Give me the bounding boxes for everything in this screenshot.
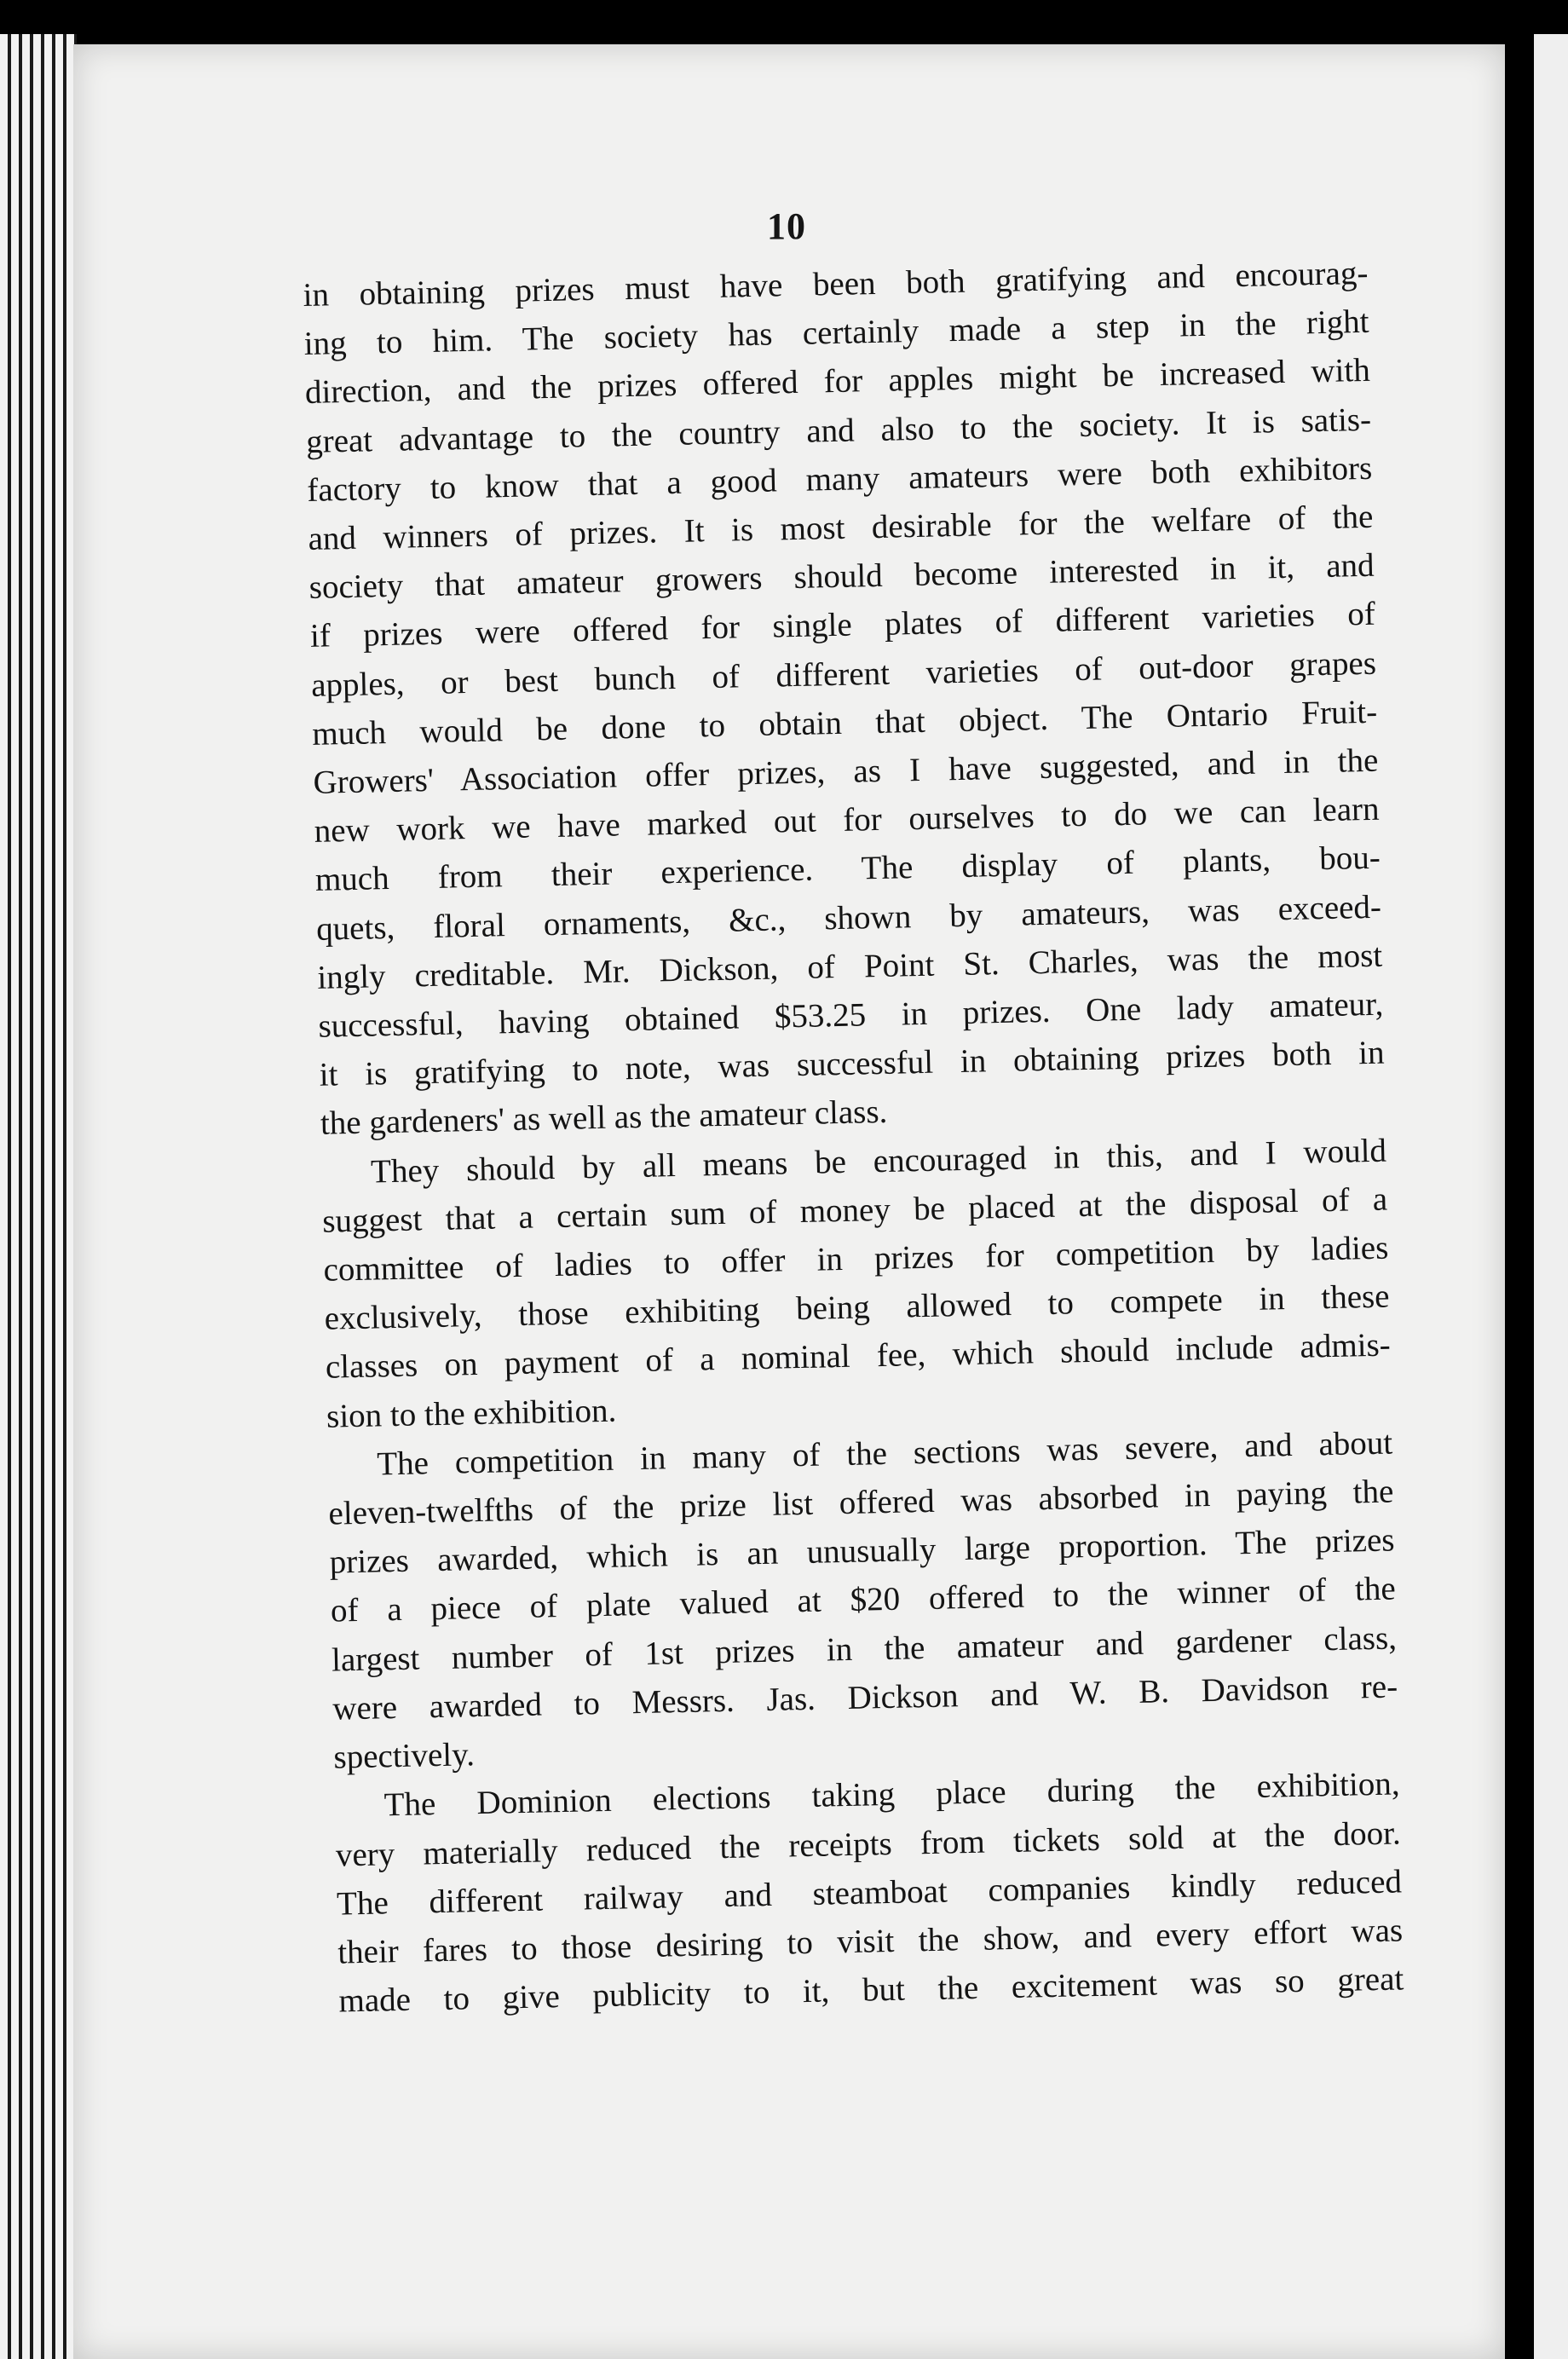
text-line: The Dominion elections taking place during the exhibition, xyxy=(383,1765,1400,1824)
text-line: They should by all means be encouraged in this, and I would xyxy=(370,1132,1387,1191)
text-line: largest number of 1st prizes in the amateur and gardener class, xyxy=(331,1619,1398,1679)
text-line: much would be done to obtain that object. The Ontario Fruit- xyxy=(311,693,1378,753)
book-spine-edge xyxy=(0,34,77,2359)
body-text xyxy=(303,249,1404,2026)
text-line: made to give publicity to it, but the excitement was so great xyxy=(338,1960,1404,2020)
text-line: The competition in many of the sections was severe, and about xyxy=(376,1424,1393,1483)
text-line: prizes awarded, which is an unusually large proportion. The prizes xyxy=(329,1521,1395,1581)
text-line: of a piece of plate valued at $20 offered to the winner of the xyxy=(330,1570,1397,1630)
text-line: much from their experience. The display of plants, bou- xyxy=(314,839,1381,899)
text-line: ingly creditable. Mr. Dickson, of Point St. Charles, was the most xyxy=(316,937,1383,996)
text-line: The different railway and steamboat companies kindly reduced xyxy=(336,1863,1403,1923)
text-line: it is gratifying to note, was successful in obtaining prizes both in xyxy=(319,1034,1385,1094)
text-line: quets, floral ornaments, &c., shown by amateurs, was exceed- xyxy=(315,888,1382,948)
text-line: very materially reduced the receipts from tickets sold at the door. xyxy=(335,1814,1402,1874)
text-line: suggest that a certain sum of money be placed at the disposal of a xyxy=(321,1180,1388,1240)
text-line: exclusively, those exhibiting being allowed to compete in these xyxy=(324,1278,1390,1337)
text-line: factory to know that a good many amateurs were both exhibitors xyxy=(306,449,1373,509)
page-gutter-shadow xyxy=(1505,34,1534,2359)
text-line: eleven-twelfths of the prize list offered was absorbed in paying the xyxy=(328,1473,1394,1532)
text-line: committee of ladies to offer in prizes for competition by ladies xyxy=(323,1229,1389,1289)
text-line: apples, or best bunch of different varieties of out-door grapes xyxy=(310,644,1377,704)
text-line: their fares to those desiring to visit the show, and every effort was xyxy=(337,1912,1404,1971)
facing-page-edge xyxy=(1534,34,1568,2359)
text-line: Growers' Association offer prizes, as I have suggested, and in the xyxy=(313,741,1379,801)
page-number: 10 xyxy=(767,205,806,247)
text-line: new work we have marked out for ourselves to do we can learn xyxy=(314,790,1380,851)
text-line: if prizes were offered for single plates of different varieties of xyxy=(309,596,1376,655)
text-line: great advantage to the country and also to the society. It is satis- xyxy=(305,401,1372,460)
text-line: and winners of prizes. It is most desirable for the welfare of the xyxy=(308,498,1374,557)
text-line: direction, and the prizes offered for apples might be increased with xyxy=(304,352,1371,412)
text-line: sion to the exhibition. xyxy=(326,1392,617,1435)
text-line: spectively. xyxy=(333,1736,476,1776)
text-line: society that amateur growers should become interested in it, and xyxy=(308,546,1375,607)
text-line: the gardeners' as well as the amateur class. xyxy=(320,1093,888,1143)
text-line: were awarded to Messrs. Jas. Dickson and W. B. Davidson re- xyxy=(331,1668,1398,1727)
text-line: classes on payment of a nominal fee, which should include admis- xyxy=(325,1327,1392,1387)
text-line: in obtaining prizes must have been both gratifying and encourag- xyxy=(303,254,1369,314)
text-line: ing to him. The society has certainly made a step in the right xyxy=(303,303,1369,363)
text-line: successful, having obtained $53.25 in prizes. One lady amateur, xyxy=(318,985,1384,1045)
